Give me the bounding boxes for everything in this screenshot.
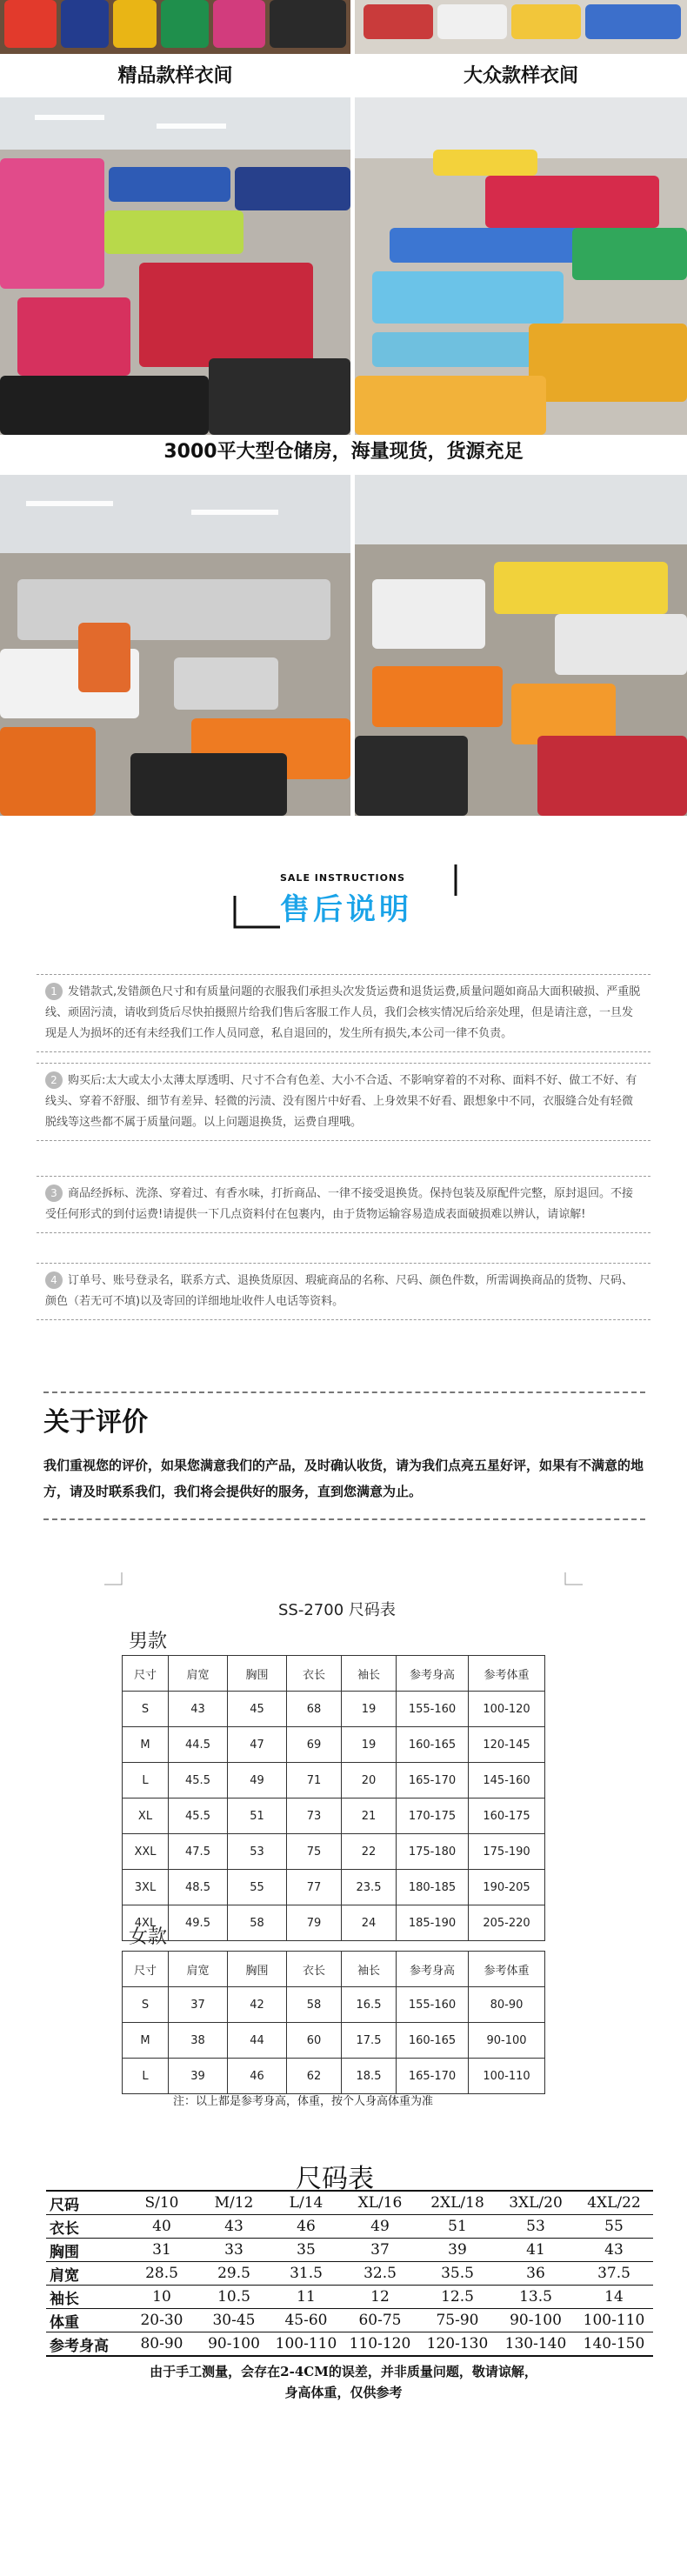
cell: L	[123, 1763, 169, 1799]
cell: 120-145	[469, 1727, 545, 1763]
cell: 58	[287, 1987, 342, 2023]
row-label: 体重	[46, 2309, 126, 2332]
cell: 4XL	[123, 1905, 169, 1941]
row-label: 参考身高	[46, 2332, 126, 2357]
cell: 23.5	[342, 1870, 397, 1905]
cell: S	[123, 1692, 169, 1727]
cell: 160-165	[397, 1727, 469, 1763]
item-number-badge: 4	[45, 1271, 63, 1289]
table-row	[46, 2309, 653, 2332]
table-row	[123, 1834, 545, 1870]
review-text: 我们重视您的评价，如果您满意我们的产品，及时确认收货，请为我们点亮五星好评，如果有不满意的地方，请及时联系我们，我们将会提供好的服务，直到您满意为止。	[43, 1458, 644, 1499]
row-label: 胸围	[46, 2239, 126, 2262]
workshop-photo-left	[0, 475, 350, 816]
header-cell: 胸围	[228, 1656, 287, 1692]
cell: 28.5	[126, 2262, 197, 2286]
cell: 43	[169, 1692, 228, 1727]
warehouse-photo-left	[0, 97, 350, 435]
after-sales-item-text: 订单号、账号登录名，联系方式、退换货原因、瑕疵商品的名称、尺码、颜色件数，所需调换商品的货物、尺码、颜色（若无可不填)以及寄回的详细地址收件人电话等资料。	[45, 1274, 634, 1308]
cell: 45.5	[169, 1799, 228, 1834]
size-chart-note: 注：以上都是参考身高，体重，按个人身高体重为准	[173, 2095, 434, 2108]
item-number-badge: 2	[45, 1071, 63, 1089]
cell: 22	[342, 1834, 397, 1870]
table-row	[123, 1799, 545, 1834]
header-cell: 袖长	[342, 1952, 397, 1987]
cell: 160-165	[397, 2023, 469, 2059]
cell: 31	[126, 2239, 197, 2262]
cell: 36	[497, 2262, 575, 2286]
mass-sample-room-photo	[355, 0, 687, 54]
cell: 62	[287, 2059, 342, 2094]
table-row	[123, 2023, 545, 2059]
cell: 53	[497, 2215, 575, 2239]
cell: 90-100	[469, 2023, 545, 2059]
divider-top	[43, 1391, 645, 1393]
cell: 75	[287, 1834, 342, 1870]
header-cell: 尺寸	[123, 1952, 169, 1987]
cell: 32.5	[342, 2262, 418, 2286]
cell: 60	[287, 2023, 342, 2059]
table-row	[46, 2262, 653, 2286]
cell: 80-90	[126, 2332, 197, 2357]
cell: 145-160	[469, 1763, 545, 1799]
cell: 12.5	[418, 2286, 497, 2309]
cell: 90-100	[197, 2332, 270, 2357]
cell: 46	[228, 2059, 287, 2094]
cell: 165-170	[397, 1763, 469, 1799]
cell: 29.5	[197, 2262, 270, 2286]
cell: 20-30	[126, 2309, 197, 2332]
after-sales-item-2	[37, 1063, 650, 1141]
measurement-note-line2: 身高体重，仅供参考	[284, 2385, 403, 2400]
cell: 37	[342, 2239, 418, 2262]
after-sales-item-text: 商品经拆标、洗涤、穿着过、有香水味，打折商品、一律不接受退换货。保持包装及原配件完整，原封退回。不接受任何形式的到付运费!请提供一下几点资料付在包裹内，由于货物运输容易造成表面破损难以辨认，请谅解!	[45, 1187, 634, 1221]
cell: 68	[287, 1692, 342, 1727]
table-row	[123, 1870, 545, 1905]
cell: 11	[270, 2286, 342, 2309]
mass-sample-room-caption: 大众款样衣间	[463, 65, 578, 87]
cell: 43	[197, 2215, 270, 2239]
cell: 44.5	[169, 1727, 228, 1763]
row-label: 肩宽	[46, 2262, 126, 2286]
table-header-row	[46, 2191, 653, 2215]
cell: 46	[270, 2215, 342, 2239]
kids-size-table	[46, 2190, 653, 2357]
warehouse-photo-right	[355, 97, 687, 435]
header-cell: XL/16	[342, 2191, 418, 2215]
row-label: 袖长	[46, 2286, 126, 2309]
men-label: 男款	[129, 1631, 168, 1652]
measurement-note-line1: 由于手工测量，会存在2-4CM的误差，并非质量问题，敬请谅解，	[150, 2364, 537, 2379]
table-row	[46, 2286, 653, 2309]
cell: 80-90	[469, 1987, 545, 2023]
cell: 42	[228, 1987, 287, 2023]
cell: 100-120	[469, 1692, 545, 1727]
cell: 44	[228, 2023, 287, 2059]
cell: 19	[342, 1727, 397, 1763]
cell: 155-160	[397, 1692, 469, 1727]
cell: 20	[342, 1763, 397, 1799]
header-cell: 肩宽	[169, 1952, 228, 1987]
header-cell: S/10	[126, 2191, 197, 2215]
size-chart-corner-marks	[104, 1572, 583, 1590]
cell: 40	[126, 2215, 197, 2239]
cell: 51	[418, 2215, 497, 2239]
header-cell: 尺码	[46, 2191, 126, 2215]
cell: 120-130	[418, 2332, 497, 2357]
cell: 31.5	[270, 2262, 342, 2286]
warehouse-caption: 3000平大型仓储房，海量现货，货源充足	[163, 441, 524, 463]
table-row	[46, 2215, 653, 2239]
table-row	[123, 1987, 545, 2023]
item-number-badge: 3	[45, 1185, 63, 1202]
header-cell: 2XL/18	[418, 2191, 497, 2215]
cell: 19	[342, 1692, 397, 1727]
cell: 39	[169, 2059, 228, 2094]
cell: 24	[342, 1905, 397, 1941]
workshop-photo-right	[355, 475, 687, 816]
cell: 47.5	[169, 1834, 228, 1870]
cell: 77	[287, 1870, 342, 1905]
cell: 73	[287, 1799, 342, 1834]
cell: 38	[169, 2023, 228, 2059]
table-row	[123, 1727, 545, 1763]
divider-bottom	[43, 1518, 645, 1520]
row-label: 衣长	[46, 2215, 126, 2239]
sale-instructions-subtitle: SALE INSTRUCTIONS	[280, 872, 406, 884]
cell: 55	[575, 2215, 653, 2239]
cell: 37	[169, 1987, 228, 2023]
header-cell: L/14	[270, 2191, 342, 2215]
women-size-table	[122, 1951, 545, 2094]
cell: 58	[228, 1905, 287, 1941]
cell: 14	[575, 2286, 653, 2309]
after-sales-item-text: 购买后:太大或太小太薄太厚透明、尺寸不合有色差、大小不合适、不影响穿着的不对称、面料不好、做工不好、有线头、穿着不舒服、细节有差异、轻微的污渍、没有图片中好看、上身效果不好看、跟想象中不同，衣服缝合处有轻微脱线等这些都不属于质量问题。以上问题退换货，运费自理哦。	[45, 1074, 637, 1129]
cell: 165-170	[397, 2059, 469, 2094]
header-cell: 胸围	[228, 1952, 287, 1987]
cell: 45.5	[169, 1763, 228, 1799]
review-title: 关于评价	[43, 1407, 148, 1438]
cell: 160-175	[469, 1799, 545, 1834]
cell: 49	[342, 2215, 418, 2239]
table-header-row	[123, 1952, 545, 1987]
cell: 12	[342, 2286, 418, 2309]
cell: 16.5	[342, 1987, 397, 2023]
table-row	[46, 2239, 653, 2262]
cell: 33	[197, 2239, 270, 2262]
cell: 79	[287, 1905, 342, 1941]
after-sales-item-4	[37, 1263, 650, 1320]
table-header-row	[123, 1656, 545, 1692]
cell: 10.5	[197, 2286, 270, 2309]
table-row	[123, 2059, 545, 2094]
cell: M	[123, 1727, 169, 1763]
cell: 155-160	[397, 1987, 469, 2023]
cell: 45	[228, 1692, 287, 1727]
header-cell: 衣长	[287, 1656, 342, 1692]
cell: 39	[418, 2239, 497, 2262]
cell: 49	[228, 1763, 287, 1799]
cell: 90-100	[497, 2309, 575, 2332]
after-sales-item-1	[37, 974, 650, 1052]
cell: 180-185	[397, 1870, 469, 1905]
cell: 18.5	[342, 2059, 397, 2094]
header-cell: 尺寸	[123, 1656, 169, 1692]
men-size-table	[122, 1655, 545, 1941]
header-cell: 4XL/22	[575, 2191, 653, 2215]
table-row	[123, 1763, 545, 1799]
table-row	[123, 1692, 545, 1727]
table-row	[123, 1905, 545, 1941]
cell: 205-220	[469, 1905, 545, 1941]
cell: 48.5	[169, 1870, 228, 1905]
cell: 45-60	[270, 2309, 342, 2332]
after-sales-item-text: 发错款式,发错颜色尺寸和有质量问题的衣服我们承担头次发货运费和退货运费,质量问题如商品大面积破损、严重脱线、顽固污渍，请收到货后尽快拍摄照片给我们售后客服工作人员，我们会核实情况后给亲处理，但是请注意，一旦发现是人为损坏的还有未经我们工作人员同意，私自退回的，发生所有损失,本公司一律不负责。	[45, 985, 641, 1040]
cell: 13.5	[497, 2286, 575, 2309]
header-cell: 参考体重	[469, 1952, 545, 1987]
cell: XXL	[123, 1834, 169, 1870]
cell: 190-205	[469, 1870, 545, 1905]
premium-sample-room-photo	[0, 0, 350, 54]
header-cell: 参考体重	[469, 1656, 545, 1692]
cell: 170-175	[397, 1799, 469, 1834]
size-chart-title: SS-2700 尺码表	[278, 1601, 396, 1619]
cell: M	[123, 2023, 169, 2059]
cell: XL	[123, 1799, 169, 1834]
cell: 51	[228, 1799, 287, 1834]
cell: 100-110	[469, 2059, 545, 2094]
cell: 53	[228, 1834, 287, 1870]
cell: 3XL	[123, 1870, 169, 1905]
cell: 49.5	[169, 1905, 228, 1941]
cell: 41	[497, 2239, 575, 2262]
cell: 175-190	[469, 1834, 545, 1870]
header-cell: 肩宽	[169, 1656, 228, 1692]
cell: 10	[126, 2286, 197, 2309]
cell: 17.5	[342, 2023, 397, 2059]
premium-sample-room-caption: 精品款样衣间	[117, 65, 233, 87]
cell: 100-110	[575, 2309, 653, 2332]
item-number-badge: 1	[45, 983, 63, 1000]
header-cell: 参考身高	[397, 1952, 469, 1987]
after-sales-item-3	[37, 1176, 650, 1233]
cell: 55	[228, 1870, 287, 1905]
cell: 35.5	[418, 2262, 497, 2286]
header-cell: 3XL/20	[497, 2191, 575, 2215]
cell: 110-120	[342, 2332, 418, 2357]
header-cell: 袖长	[342, 1656, 397, 1692]
header-cell: M/12	[197, 2191, 270, 2215]
cell: 185-190	[397, 1905, 469, 1941]
cell: 71	[287, 1763, 342, 1799]
after-sales-title: 售后说明	[280, 892, 412, 927]
cell: 100-110	[270, 2332, 342, 2357]
cell: 75-90	[418, 2309, 497, 2332]
header-cell: 衣长	[287, 1952, 342, 1987]
women-label: 女款	[129, 1926, 168, 1948]
cell: 140-150	[575, 2332, 653, 2357]
cell: 43	[575, 2239, 653, 2262]
cell: 69	[287, 1727, 342, 1763]
cell: 130-140	[497, 2332, 575, 2357]
header-cell: 参考身高	[397, 1656, 469, 1692]
cell: L	[123, 2059, 169, 2094]
cell: 60-75	[342, 2309, 418, 2332]
cell: 37.5	[575, 2262, 653, 2286]
cell: 35	[270, 2239, 342, 2262]
cell: 30-45	[197, 2309, 270, 2332]
cell: 21	[342, 1799, 397, 1834]
cell: 175-180	[397, 1834, 469, 1870]
table-row	[46, 2332, 653, 2357]
size-chart-2-title: 尺码表	[296, 2164, 374, 2194]
cell: 47	[228, 1727, 287, 1763]
cell: S	[123, 1987, 169, 2023]
